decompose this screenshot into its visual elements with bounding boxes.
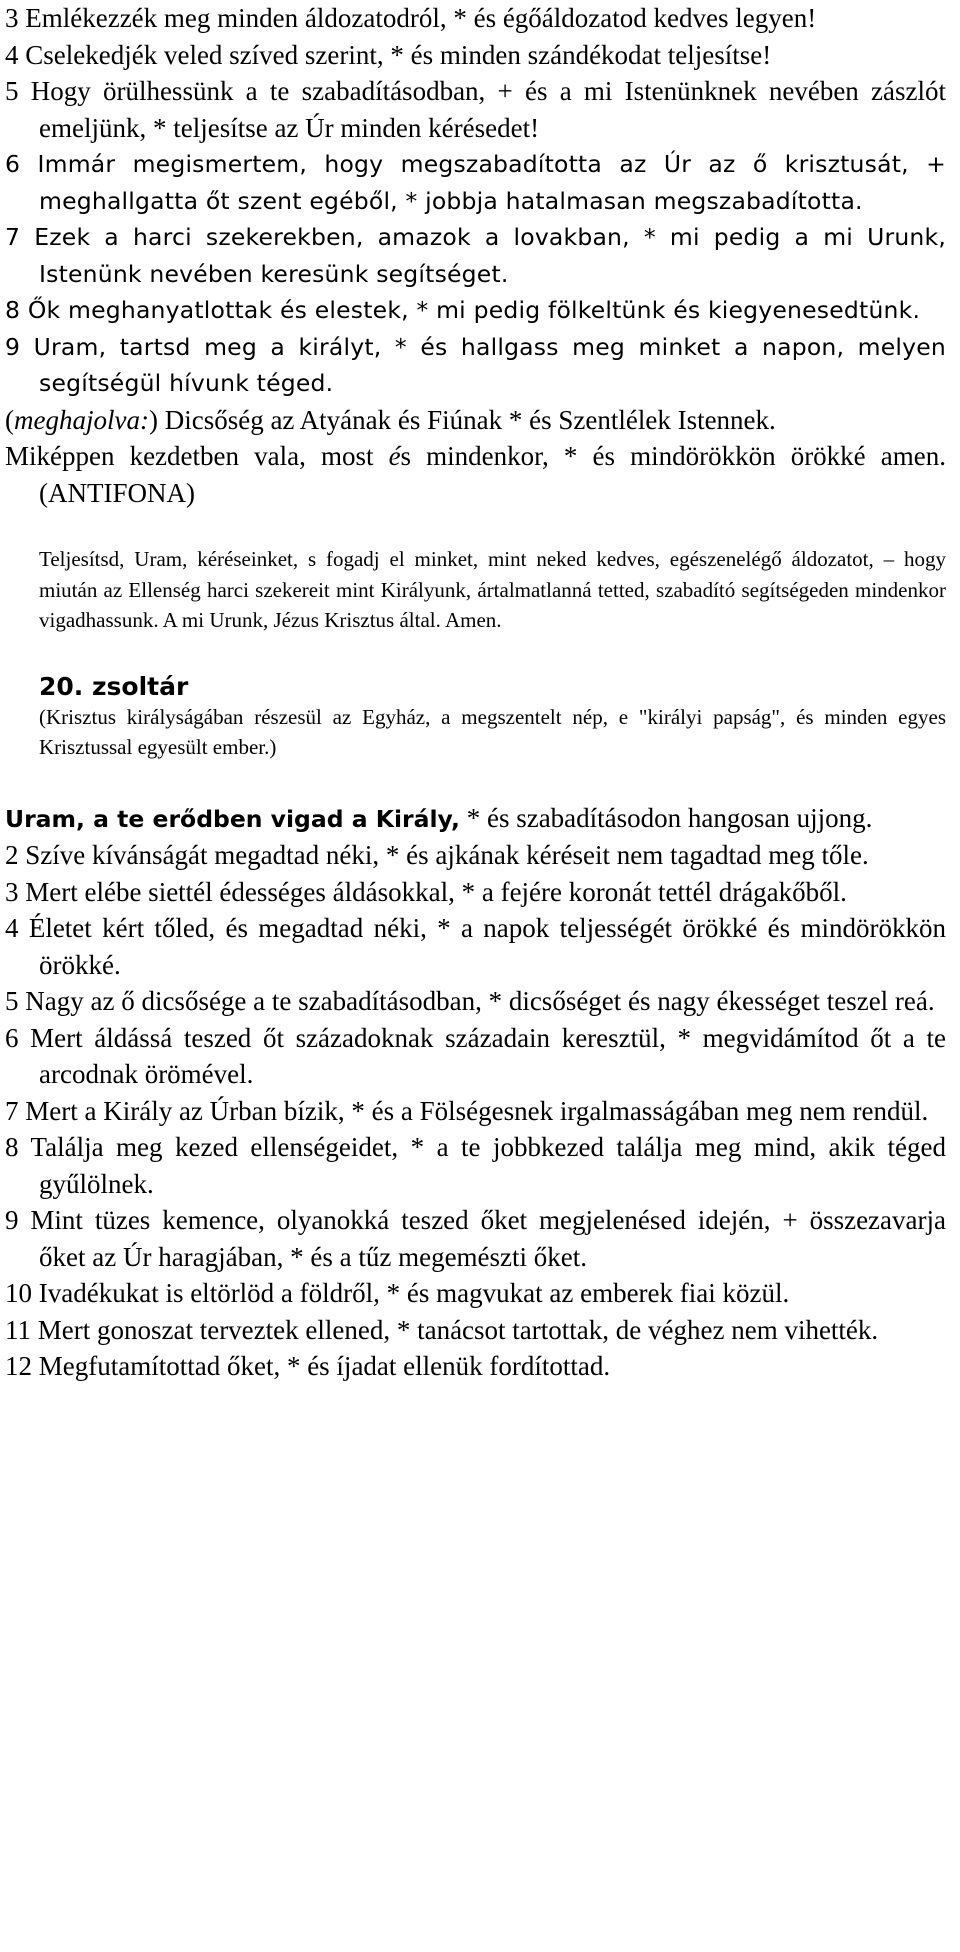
psalm-20-verses: [5, 800, 946, 1385]
psalm-verse-10: 10 Ivadékukat is eltörlöd a földről, * és magvukat az emberek fiai közül.: [5, 1278, 790, 1308]
psalm-verse-6: 6 Mert áldássá teszed őt századoknak századain keresztül, * megvidámítod őt a te arcodnak örömével.: [5, 1022, 946, 1089]
closing-prayer: Teljesítsd, Uram, kéréseinket, s fogadj el minket, mint neked kedves, egészenelégő áldozatot, – hogy miután az Ellenség harci szekereit mint Királyunk, ártalmatlanná tetted, szabadító segítségeden mindenkor vigadhassunk. A mi Urunk, Jézus Krisztus által. Amen.: [39, 547, 946, 632]
verse-7: 7 Ezek a harci szekerekben, amazok a lovakban, * mi pedig a mi Urunk, Istenünk nevében keresünk segítséget.: [5, 223, 946, 288]
psalm-verse-9: 9 Mint tüzes kemence, olyanokká teszed őket megjelenésed idején, + összezavarja őket az Úr haragjában, * és a tűz megemészti őket.: [5, 1205, 946, 1272]
psalm-title: 20. zsoltár: [39, 671, 189, 701]
doxology-glory-text: ) Dicsőség az Atyának és Fiúnak * és Szentlélek Istennek.: [148, 404, 776, 435]
verse-9: 9 Uram, tartsd meg a királyt, * és hallgass meg minket a napon, melyen segítségül hívunk téged.: [5, 332, 946, 397]
psalm-verse-11: 11 Mert gonoszat terveztek ellened, * tanácsot tartottak, de véghez nem vihették.: [5, 1314, 879, 1345]
psalm-first-verse-rest: * és szabadításodon hangosan ujjong.: [459, 802, 873, 833]
doxology-2-italic: é: [388, 441, 401, 471]
psalm-verse-3: 3 Mert elébe siettél édességes áldásokkal, * a fejére koronát tettél drágakőből.: [5, 876, 847, 907]
doxology-prefix: (: [5, 404, 14, 435]
psalm-subtitle: (Krisztus királyságában részesül az Egyház, a megszentelt nép, e "királyi papság", és minden egyes Krisztussal egyesült ember.): [39, 704, 946, 759]
doxology-glory: [5, 402, 946, 439]
psalm-verse-12: 12 Megfutamítottad őket, * és íjadat ellenük fordítottad.: [5, 1351, 611, 1381]
verse-3: 3 Emlékezzék meg minden áldozatodról, * és égőáldozatod kedves legyen!: [5, 3, 817, 33]
psalm-verse-4: 4 Életet kért tőled, és megadtad néki, * a napok teljességét örökké és mindörökkön örökké.: [5, 913, 946, 980]
psalm-verse-2: 2 Szíve kívánságát megadtad néki, * és ajkának kéréseit nem tagadtad meg tőle.: [5, 840, 869, 870]
verse-4: 4 Cselekedjék veled szíved szerint, * és minden szándékodat teljesítse!: [5, 39, 772, 70]
verse-5: 5 Hogy örülhessünk a te szabadításodban, + és a mi Istenünknek nevében zászlót emeljünk, * teljesítse az Úr minden kérésedet!: [5, 76, 946, 143]
doxology-rubric: meghajolva:: [14, 404, 149, 435]
psalm-first-verse: [5, 800, 946, 838]
psalm-first-verse-bold: Uram, a te erődben vigad a Király,: [5, 804, 460, 833]
doxology-as-it-was: [5, 438, 946, 511]
psalm-19-verses: [5, 0, 946, 511]
verse-6: 6 Immár megismertem, hogy megszabadította az Úr az ő krisztusát, + meghallgatta őt szent egéből, * jobbja hatalmasan megszabadította.: [5, 150, 946, 215]
verse-8: 8 Ők meghanyatlottak és elestek, * mi pedig fölkeltünk és kiegyenesedtünk.: [5, 296, 921, 324]
psalm-verse-8: 8 Találja meg kezed ellenségeidet, * a te jobbkezed találja meg mind, akik téged gyűlölnek.: [5, 1132, 946, 1199]
psalm-verse-5: 5 Nagy az ő dicsősége a te szabadításodban, * dicsőséget és nagy ékességet teszel reá.: [5, 986, 935, 1016]
doxology-2-part-b: s mindenkor, * és mindörökkön örökké amen. (ANTIFONA): [39, 441, 946, 508]
doxology-2-part-a: Miképpen kezdetben vala, most: [5, 441, 389, 471]
psalm-verse-7: 7 Mert a Király az Úrban bízik, * és a Fölségesnek irgalmasságában meg nem rendül.: [5, 1095, 929, 1126]
